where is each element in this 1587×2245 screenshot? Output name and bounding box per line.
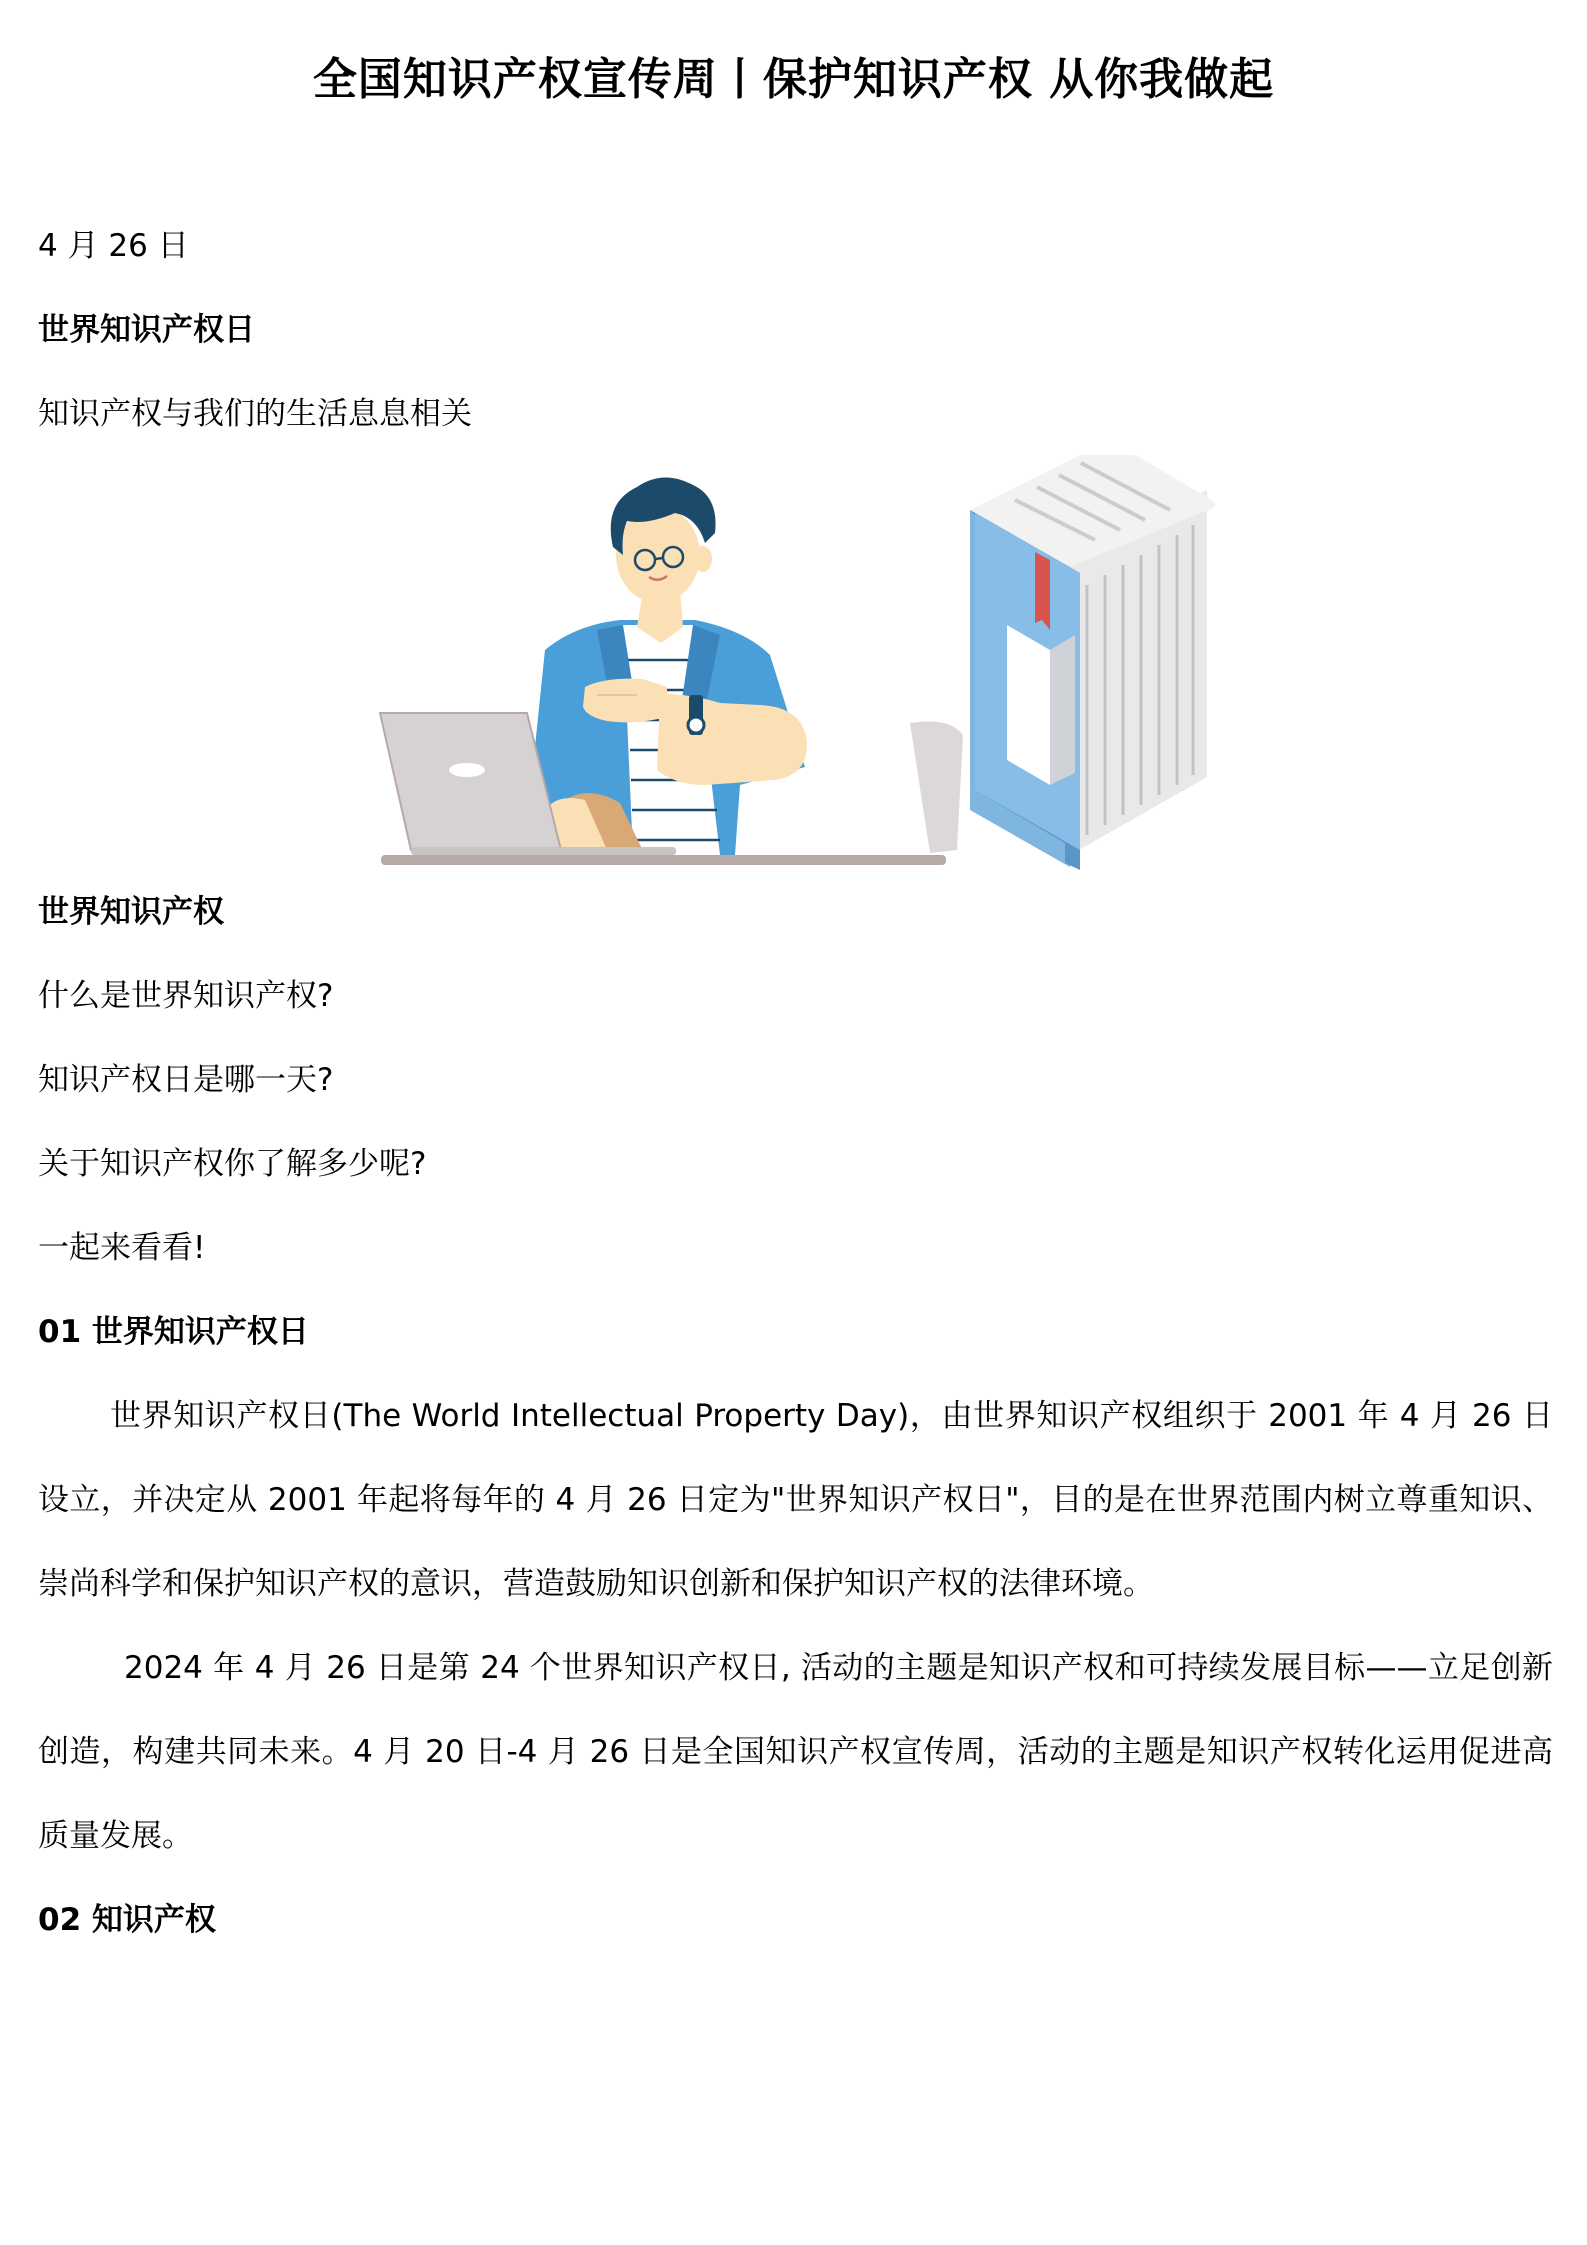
section-heading-02: 02 知识产权 — [38, 1902, 216, 1938]
page-title: 全国知识产权宣传周丨保护知识产权 从你我做起 — [312, 54, 1275, 106]
paragraph-world-ip-day: 世界知识产权日(The World Intellectual Property Day)，由世界知识产权组织于 2001 年 4 月 26 日设立，并决定从 2001 年起将每年的 4 月 26 日定为"世界知识产权日"，目的是在世界范围内树立尊重知识、崇尚科学和保护知识产权的意识，营造鼓励知识创新和保护知识产权的法律环境。 — [38, 1398, 1553, 1602]
man-at-laptop-illustration — [375, 455, 1215, 870]
open-book-icon — [970, 455, 1215, 870]
call-to-action: 一起来看看! — [38, 1230, 206, 1266]
question-2: 知识产权日是哪一天? — [38, 1062, 334, 1098]
section-heading-01: 01 世界知识产权日 — [38, 1314, 309, 1350]
paragraph-2024-theme: 2024 年 4 月 26 日是第 24 个世界知识产权日, 活动的主题是知识产权和可持续发展目标——立足创新创造，构建共同未来。4 月 20 日-4 月 26 日是全国知识产权宣传周，活动的主题是知识产权转化运用促进高质量发展。 — [38, 1650, 1553, 1854]
intro-line: 知识产权与我们的生活息息相关 — [38, 396, 472, 432]
man-at-laptop-icon — [525, 477, 807, 855]
question-1: 什么是世界知识产权? — [38, 978, 334, 1014]
question-3: 关于知识产权你了解多少呢? — [38, 1146, 427, 1182]
heading-world-ip-day: 世界知识产权日 — [38, 312, 255, 348]
date-line: 4 月 26 日 — [38, 228, 189, 264]
chair — [910, 722, 963, 854]
desk — [381, 855, 946, 865]
heading-world-ip: 世界知识产权 — [38, 894, 224, 930]
